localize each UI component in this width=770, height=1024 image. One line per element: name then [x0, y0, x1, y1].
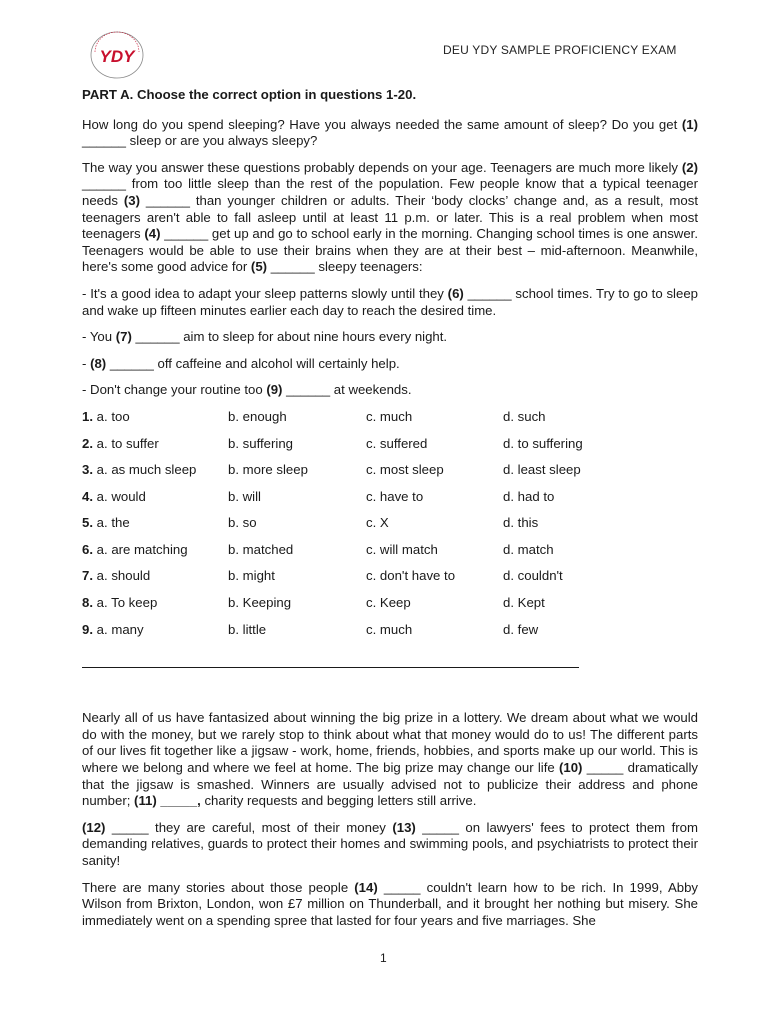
option-a[interactable]: 7. a. should: [82, 568, 151, 584]
question-row: [82, 489, 698, 516]
question-row: [82, 568, 698, 595]
option-b[interactable]: b. suffering: [228, 435, 294, 451]
option-c[interactable]: c. much: [366, 408, 413, 424]
option-c[interactable]: c. most sleep: [366, 462, 444, 478]
page-number: 1: [380, 951, 387, 965]
passage2-paragraph: (12) _____ they are careful, most of their money (13) _____ on lawyers' fees to protect them from demanding relatives, guards to protect their homes and swimming pools, and psychiatrists to protect their sanity!: [82, 819, 698, 868]
question-row: [82, 436, 698, 463]
option-c[interactable]: c. X: [366, 515, 389, 531]
question-row: [82, 542, 698, 569]
answer-options: [82, 409, 698, 648]
question-row: [82, 515, 698, 542]
option-c[interactable]: c. Keep: [366, 595, 411, 611]
option-b[interactable]: b. might: [228, 568, 275, 584]
option-a[interactable]: 4. a. would: [82, 488, 146, 504]
option-b[interactable]: b. more sleep: [228, 462, 308, 478]
option-d[interactable]: d. had to: [503, 488, 555, 504]
option-c[interactable]: c. much: [366, 621, 413, 637]
passage2-paragraph: Nearly all of us have fantasized about winning the big prize in a lottery. We dream about what we would do with the money, but we rarely stop to think about what that money would do to us! The different parts of our lives fit together like a jigsaw - work, home, friends, hobbies, and sports make up our world. This is where we belong and where we feel at home. The big prize may change our life (10) _____ dramatically that the jigsaw is smashed. Winners are usually advised not to publicize their address and phone number; (11) _____, charity requests and begging letters still arrive.: [82, 710, 698, 809]
passage1-paragraph: - It's a good idea to adapt your sleep patterns slowly until they (6) ______ school times. Try to go to sleep and wake up fifteen minutes earlier each day to reach the desired time.: [82, 285, 698, 318]
option-d[interactable]: d. such: [503, 408, 546, 424]
passage1-paragraph: - You (7) ______ aim to sleep for about nine hours every night.: [82, 329, 448, 345]
option-b[interactable]: b. enough: [228, 408, 287, 424]
option-b[interactable]: b. little: [228, 621, 267, 637]
option-a[interactable]: 6. a. are matching: [82, 541, 188, 557]
ydy-logo: [89, 30, 145, 80]
option-a[interactable]: 3. a. as much sleep: [82, 462, 197, 478]
question-row: [82, 622, 698, 649]
option-a[interactable]: 2. a. to suffer: [82, 435, 159, 451]
question-row: [82, 409, 698, 436]
option-d[interactable]: d. this: [503, 515, 539, 531]
passage2-paragraph: There are many stories about those people (14) _____ couldn't learn how to be rich. In 1999, Abby Wilson from Brixton, London, won £7 million on Thunderball, and it brought her nothing but misery. She immediately went on a spending spree that lasted for four years and five marriages. She: [82, 879, 699, 928]
passage1-paragraph: How long do you spend sleeping? Have you always needed the same amount of sleep? Do you get (1) ______ sleep or are you always sleepy?: [82, 116, 698, 149]
option-c[interactable]: c. don't have to: [366, 568, 456, 584]
option-a[interactable]: 1. a. too: [82, 408, 130, 424]
option-b[interactable]: b. Keeping: [228, 595, 292, 611]
option-a[interactable]: 9. a. many: [82, 621, 144, 637]
option-c[interactable]: c. have to: [366, 488, 424, 504]
option-b[interactable]: b. matched: [228, 541, 294, 557]
option-d[interactable]: d. Kept: [503, 595, 545, 611]
option-d[interactable]: d. least sleep: [503, 462, 581, 478]
option-c[interactable]: c. will match: [366, 541, 438, 557]
option-d[interactable]: d. to suffering: [503, 435, 583, 451]
part-a-title: PART A. Choose the correct option in questions 1-20.: [82, 87, 417, 102]
question-row: [82, 595, 698, 622]
passage1-paragraph: - Don't change your routine too (9) ______ at weekends.: [82, 382, 412, 398]
passage1-paragraph: - (8) ______ off caffeine and alcohol will certainly help.: [82, 355, 400, 371]
question-row: [82, 462, 698, 489]
option-b[interactable]: b. will: [228, 488, 261, 504]
exam-title: DEU YDY SAMPLE PROFICIENCY EXAM: [443, 43, 677, 57]
exam-content: [82, 87, 698, 939]
option-d[interactable]: d. few: [503, 621, 539, 637]
passage1-paragraph: The way you answer these questions probably depends on your age. Teenagers are much more likely (2) ______ from too little sleep than the rest of the population. Few people know that a typical teenager needs (3) ______ than younger children or adults. Their ‘body clocks’ change and, as a result, most teenagers aren't able to fall asleep until at least 11 p.m. or later. This is a real problem when most teenagers (4) ______ get up and go to school early in the morning. Changing school times is one answer. Teenagers would be able to use their brains when they are at their best – mid-afternoon. Meanwhile, here's some good advice for (5) ______ sleepy teenagers:: [82, 159, 698, 275]
option-a[interactable]: 8. a. To keep: [82, 595, 158, 611]
option-a[interactable]: 5. a. the: [82, 515, 130, 531]
option-d[interactable]: d. couldn't: [503, 568, 563, 584]
option-d[interactable]: d. match: [503, 541, 554, 557]
option-c[interactable]: c. suffered: [366, 435, 428, 451]
svg-text:YDY: YDY: [99, 47, 135, 66]
option-b[interactable]: b. so: [228, 515, 257, 531]
